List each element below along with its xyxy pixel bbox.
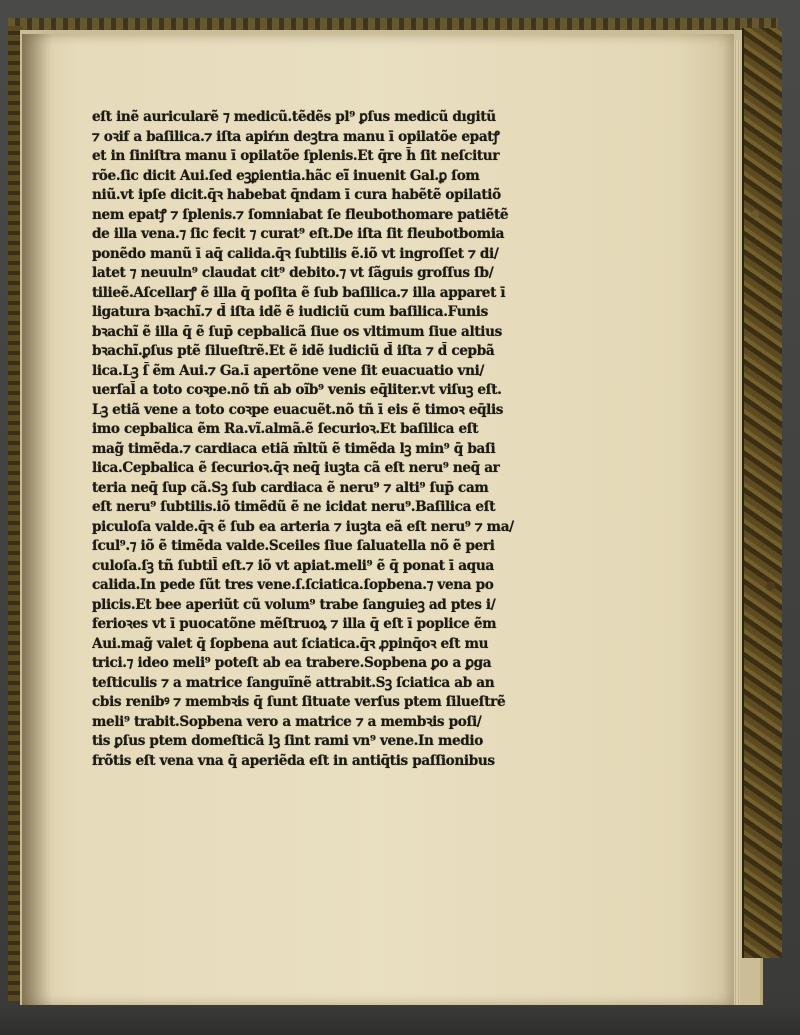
book-cover-marbled-edge xyxy=(742,28,782,958)
text-line: et in ſiniſtra manu ī opilatõe ſplenis.Et q̄re h̄ ſit neſcitur xyxy=(92,148,500,164)
text-line: cbis renibꝰ ⁊ membꝛis q̄ ſunt ſituate verſus ptem ſilueſtrẽ xyxy=(92,694,506,710)
text-line: culoſa.ſꝫ tñ ſubtil̄ eſt.⁊ iõ vt apiat.meli⁹ ẽ q̄ ponat ī aqua xyxy=(92,557,494,574)
text-line: ligatura bꝛachĩ.⁊ d̄ iſta idẽ ẽ iudiciũ cum baſilica.Funis xyxy=(92,304,488,320)
text-line: teria neq̄ ſup cã.Sꝫ ſub cardiaca ẽ neru⁹ ⁊ alti⁹ ſup̄ cam xyxy=(92,479,489,496)
text-line: niũ.vt ipſe dicit.q̄ꝛ habebat q̄ndam ī cura habẽtẽ opilatiõ xyxy=(92,187,501,203)
text-line: ſcul⁹.⁊ iõ ẽ timẽda valde.Sceiles ſiue ſaluatella nõ ẽ peri xyxy=(92,538,495,554)
gutter-shadow xyxy=(22,34,52,1006)
text-line: frõtis eſt vena vna q̄ aperiẽda eſt in antiq̄tis paſſionibus xyxy=(92,752,495,769)
text-line: ⁊ oꝛif a baſilica.⁊ iſta apiŕın deꝫtra manu ī opilatõe epatꝭ xyxy=(92,128,500,145)
text-line: calida.In pede ſũt tres vene.ſ.ſciatica.ſopbena.⁊ vena po xyxy=(92,577,494,593)
text-line: bꝛachĩ.ꝑſus ptẽ ſilueſtrẽ.Et ẽ idẽ iudiciũ d̄ iſta ⁊ d̄ cepbã xyxy=(92,343,495,359)
text-line: mag̃ timẽda.⁊ cardiaca etiã m̄ltũ ẽ timẽda lꝫ min⁹ q̄ baſi xyxy=(92,440,496,457)
text-line: plicis.Et bee aperiũt cũ volum⁹ trabe ſanguieꝫ ad ptes i/ xyxy=(92,596,496,613)
text-line: teſticulis ⁊ a matrice ſanguĩnẽ attrabit.Sꝫ ſciatica ab an xyxy=(92,674,495,691)
text-line: eſt neru⁹ ſubtilis.iõ timẽdũ ẽ ne icidat neru⁹.Baſilica eſt xyxy=(92,499,496,515)
text-line: uerſal̄ a toto coꝛpe.nõ tñ ab oĩb⁹ venis eq̄liter.vt viſuꝫ eſt. xyxy=(92,382,502,398)
text-line: Aui.mag̃ valet q̄ ſopbena aut ſciatica.q̄ꝛ ꝓpinq̄oꝛ eſt mu xyxy=(92,635,489,652)
text-line: nem epatꝭ ⁊ ſplenis.⁊ ſomniabat ſe fleubothomare patiẽtẽ xyxy=(92,206,509,223)
text-line: ferioꝛes vt ī puocatõne mẽſtruoꝝ ⁊ illa q̄ eſt ī poplice ẽm xyxy=(92,616,497,632)
text-line: bꝛachĩ ẽ illa q̄ ẽ ſup̄ cepbalicã ſiue os vltimum ſiue altius xyxy=(92,323,502,340)
text-line: tilieẽ.Aſcellarꝭ ẽ illa q̄ poſita ẽ ſub baſilica.⁊ illa apparet ī xyxy=(92,284,506,301)
text-line: de illa vena.⁊ ſic fecit ⁊ curat⁹ eſt.De iſta ſit fleubotbomia xyxy=(92,226,505,242)
scan-background-bottom xyxy=(0,1005,800,1035)
text-line: imo cepbalica ẽm Ra.vĩ.almã.ẽ ſecurioꝛ.Et baſilica eſt xyxy=(92,421,479,437)
incunable-text-block xyxy=(92,108,612,771)
text-line: lica.Lꝫ ſ̄ ẽm Aui.⁊ Ga.ī apertõne vene ſit euacuatio vni/ xyxy=(92,362,485,379)
text-line: trici.⁊ ideo meli⁹ poteſt ab ea trabere.Sopbena ꝑo a ꝑga xyxy=(92,655,492,671)
text-line: latet ⁊ neuuln⁹ claudat cit⁹ debito.⁊ vt ſãguis groſſus ſb/ xyxy=(92,265,494,281)
text-line: lica.Cepbalica ẽ ſecurioꝛ.q̄ꝛ neq̄ iuꝫta cã eſt neru⁹ neq̄ ar xyxy=(92,460,500,476)
text-line: eſt inẽ auricularẽ ⁊ medicũ.tẽdẽs pl⁹ ꝑſus medicũ dıgitũ xyxy=(92,109,496,125)
text-line: meli⁹ trabit.Sopbena vero a matrice ⁊ a membꝛis poſi/ xyxy=(92,713,482,730)
text-line: Lꝫ etiã vene a toto coꝛpe euacuẽt.nõ tñ ī eis ẽ timoꝛ eq̄lis xyxy=(92,401,504,418)
text-line: rõe.ſic dicit Aui.ſed eꝫꝑientia.hãc eĩ̄ inuenit Gal.ꝑ ſom xyxy=(92,167,480,184)
text-line: piculoſa valde.q̄ꝛ ẽ ſub ea arteria ⁊ iuꝫta eã eſt neru⁹ ⁊ ma/ xyxy=(92,518,514,535)
text-line: ponẽdo manũ ī aq̄ calida.q̄ꝛ ſubtilis ẽ.iõ vt ingroſſet ⁊ di/ xyxy=(92,245,499,262)
text-line: tis ꝑſus ptem domeſticã lꝫ ſint rami vn⁹ vene.In medio xyxy=(92,733,483,749)
